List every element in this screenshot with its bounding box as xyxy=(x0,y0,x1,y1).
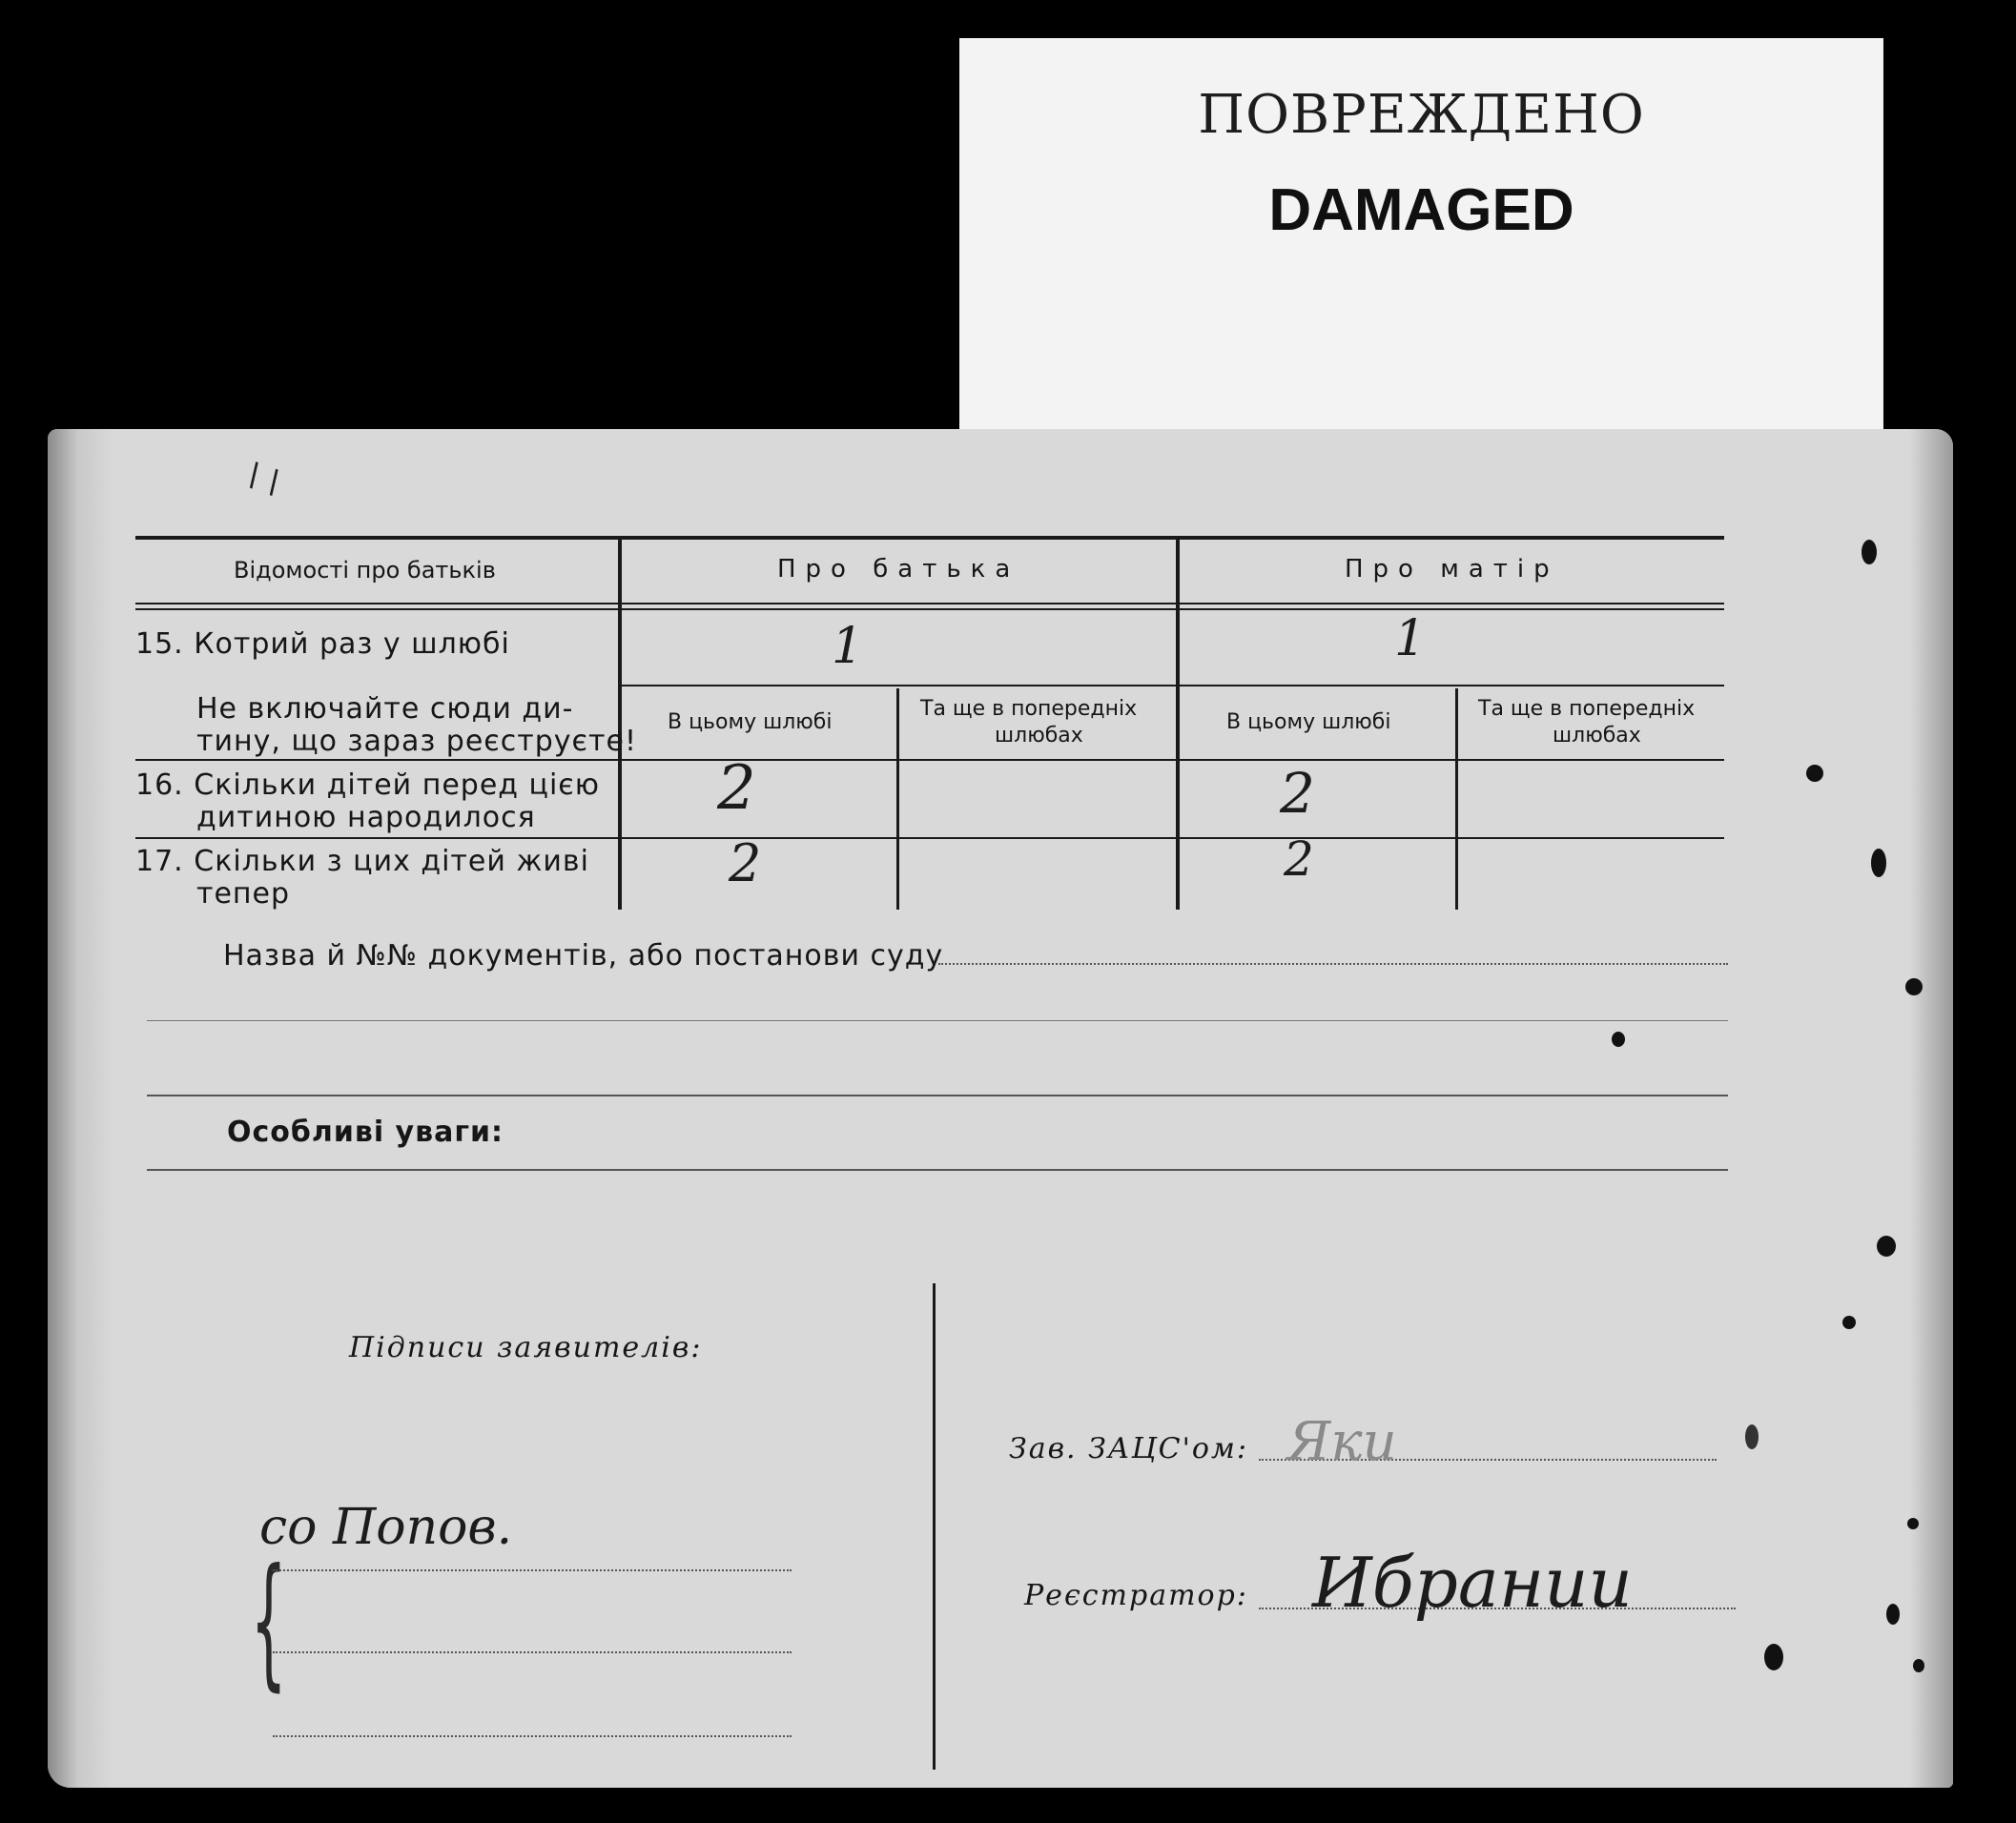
row16-bottom-border xyxy=(135,837,1724,839)
applicant-signature: со Попов. xyxy=(259,1499,513,1556)
row17-label-1: 17. Скільки з цих дітей живі xyxy=(135,845,589,878)
applicant-line-2 xyxy=(273,1651,792,1653)
registrar-signature: Ибрании xyxy=(1312,1543,1633,1623)
damage-hole xyxy=(1913,1659,1924,1672)
sheet-left-edge xyxy=(48,429,114,1788)
documents-label: Назва й №№ документів, або постанови суду xyxy=(223,939,944,973)
col-divider-4 xyxy=(1455,688,1458,910)
remarks-line xyxy=(147,1169,1728,1171)
damage-hole xyxy=(1871,849,1886,877)
row17-label-2: тепер xyxy=(196,877,291,911)
documents-line-2 xyxy=(147,1020,1728,1021)
damage-hole xyxy=(1612,1032,1625,1047)
applicant-brace: { xyxy=(250,1539,287,1705)
row16-father-this-value: 2 xyxy=(717,753,756,824)
damage-hole xyxy=(1764,1644,1783,1670)
table-top-border xyxy=(135,536,1724,540)
damage-hole xyxy=(1806,765,1823,782)
damage-hole xyxy=(1905,978,1923,995)
applicant-line-1 xyxy=(273,1569,792,1571)
damage-hole xyxy=(1842,1316,1856,1329)
documents-line-3 xyxy=(147,1095,1728,1096)
header-parents-info: Відомості про батьків xyxy=(234,557,496,584)
row15-father-value: 1 xyxy=(832,618,864,675)
damage-hole xyxy=(1886,1604,1900,1625)
mother-col-prev-marriages-1: Та ще в попередніх xyxy=(1478,697,1696,721)
applicants-label: Підписи заявителів: xyxy=(349,1331,703,1364)
father-col-prev-marriages-2: шлюбах xyxy=(995,724,1083,748)
documents-dotted-line xyxy=(938,963,1728,965)
form-sheet xyxy=(48,429,1953,1788)
col-divider-1 xyxy=(618,538,622,910)
father-col-this-marriage: В цьому шлюбі xyxy=(668,710,833,734)
damaged-label-card xyxy=(959,38,1883,429)
mother-col-prev-marriages-2: шлюбах xyxy=(1553,724,1641,748)
damage-hole xyxy=(1745,1424,1759,1449)
note-line-2: тину, що зараз реєструєте! xyxy=(196,725,637,758)
row16-label-2: дитиною народилося xyxy=(196,801,536,834)
signature-divider xyxy=(933,1283,936,1770)
header-father: Про батька xyxy=(777,555,1020,584)
head-signature: Яки xyxy=(1287,1411,1397,1473)
row16-mother-this-value: 2 xyxy=(1280,761,1315,826)
registrar-label: Реєстратор: xyxy=(1024,1579,1248,1612)
row15-label: 15. Котрий раз у шлюбі xyxy=(135,627,510,661)
row15-bottom-border xyxy=(618,685,1724,686)
row17-father-this-value: 2 xyxy=(729,833,762,893)
col-divider-3 xyxy=(896,688,899,910)
col-divider-2 xyxy=(1176,538,1180,910)
remarks-label: Особливі уваги: xyxy=(227,1116,504,1149)
row16-label-1: 16. Скільки дітей перед цією xyxy=(135,768,601,802)
row15-mother-value: 1 xyxy=(1394,610,1427,667)
row17-mother-this-value: 2 xyxy=(1284,831,1314,887)
note-line-1: Не включайте сюди ди- xyxy=(196,692,574,726)
note-row-bottom-border xyxy=(135,759,1724,761)
header-mother: Про матір xyxy=(1345,555,1559,584)
father-col-prev-marriages-1: Та ще в попередніх xyxy=(920,697,1138,721)
applicant-line-3 xyxy=(273,1735,792,1737)
damaged-label-en: DAMAGED xyxy=(1268,177,1574,243)
damage-hole xyxy=(1907,1518,1919,1529)
damage-hole xyxy=(1877,1236,1896,1257)
sheet-right-edge xyxy=(1909,429,1953,1788)
mother-col-this-marriage: В цьому шлюбі xyxy=(1226,710,1391,734)
table-header-bottom-border xyxy=(135,603,1724,604)
corner-mark: \ \ xyxy=(242,455,286,502)
damaged-label-ru: ПОВРЕЖДЕНО xyxy=(1198,84,1645,146)
damage-hole xyxy=(1862,540,1877,564)
head-label: Зав. ЗАЦС'ом: xyxy=(1009,1432,1248,1465)
table-header-bottom-border-2 xyxy=(135,608,1724,610)
